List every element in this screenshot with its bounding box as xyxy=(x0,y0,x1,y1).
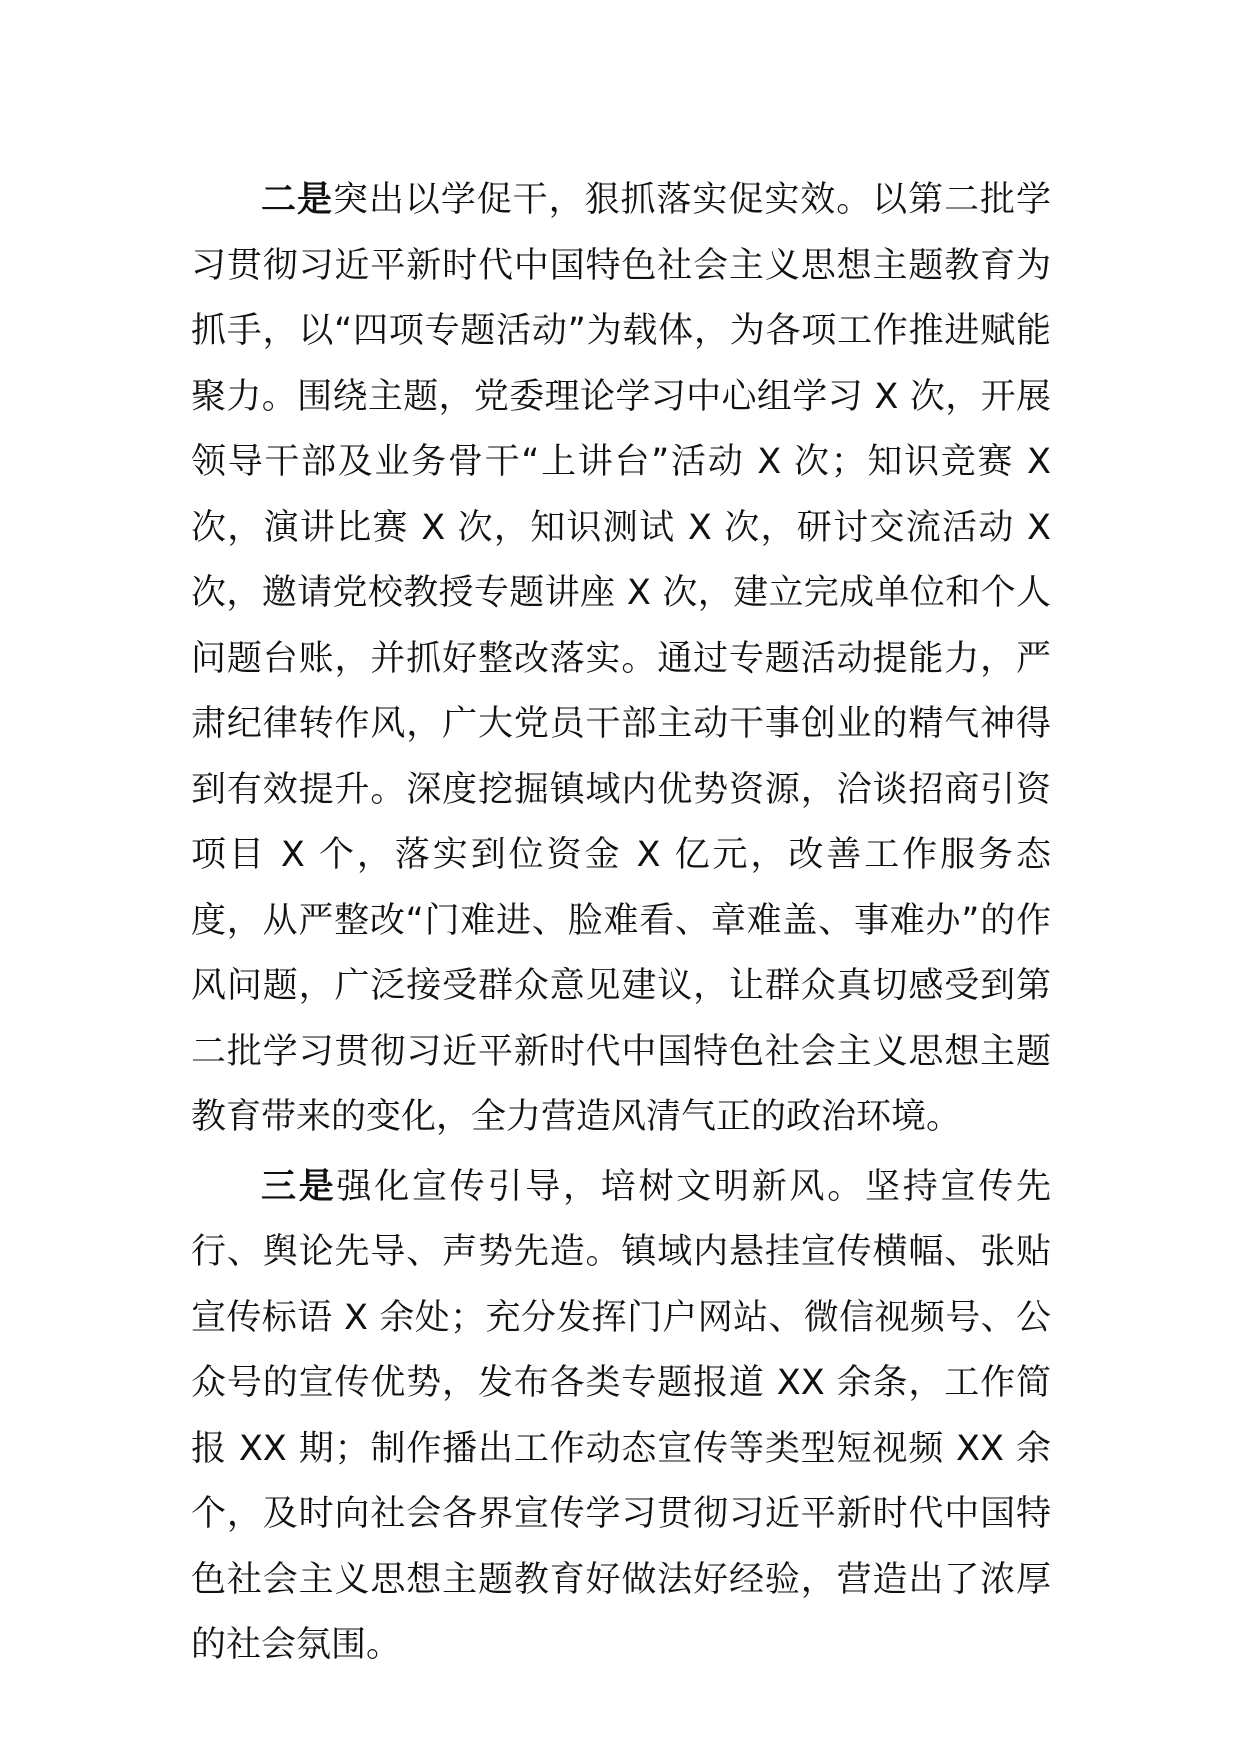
paragraph-three-lead: 三是 xyxy=(261,1166,337,1207)
paragraph-two-lead: 二是 xyxy=(261,180,333,220)
document-body xyxy=(191,168,1051,1679)
paragraph-three xyxy=(191,1155,1051,1679)
paragraph-two-text: 突出以学促干，狠抓落实促实效。以第二批学习贯彻习近平新时代中国特色社会主义思想主题教育为抓手，以“四项专题活动”为载体，为各项工作推进赋能聚力。围绕主题，党委理论学习中心组学习 X 次，开展领导干部及业务骨干“上讲台”活动 X 次；知识竞赛 X 次，演讲比赛 X 次，知识测试 X 次，研讨交流活动 X 次，邀请党校教授专题讲座 X 次，建立完成单位和个人问题台账，并抓好整改落实。通过专题活动提能力，严肃纪律转作风，广大党员干部主动干事创业的精气神得到有效提升。深度挖掘镇域内优势资源，洽谈招商引资项目 X 个，落实到位资金 X 亿元，改善工作服务态度，从严整改“门难进、脸难看、章难盖、事难办”的作风问题，广泛接受群众意见建议，让群众真切感受到第二批学习贯彻习近平新时代中国特色社会主义思想主题教育带来的变化，全力营造风清气正的政治环境。 xyxy=(191,180,1051,1137)
paragraph-two xyxy=(191,168,1051,1151)
paragraph-three-text: 强化宣传引导，培树文明新风。坚持宣传先行、舆论先导、声势先造。镇域内悬挂宣传横幅、张贴宣传标语 X 余处；充分发挥门户网站、微信视频号、公众号的宣传优势，发布各类专题报道 XX 余条，工作简报 XX 期；制作播出工作动态宣传等类型短视频 XX 余个，及时向社会各界宣传学习贯彻习近平新时代中国特色社会主义思想主题教育好做法好经验，营造出了浓厚的社会氛围。 xyxy=(191,1166,1051,1665)
